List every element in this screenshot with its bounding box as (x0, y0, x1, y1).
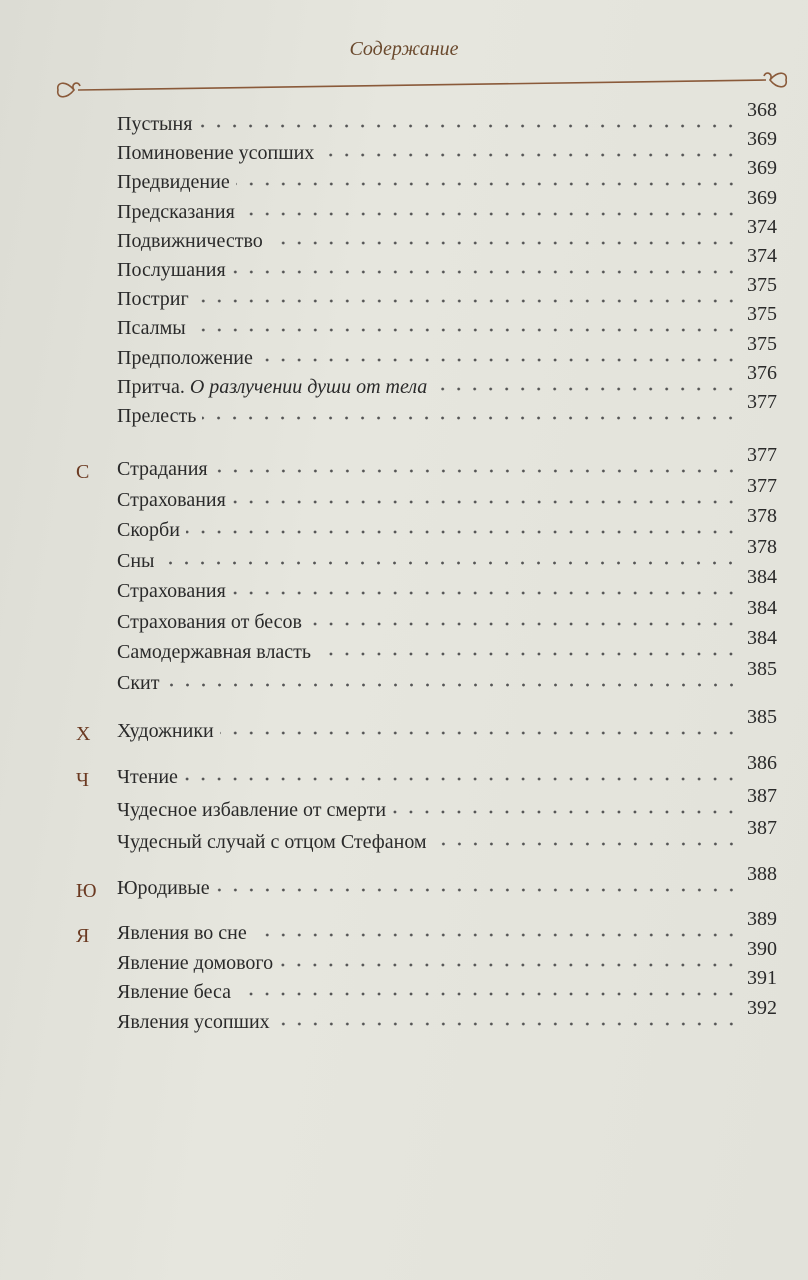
page-number: 386 (747, 752, 777, 774)
dot-leader (214, 466, 739, 476)
entry-label: Чудесное избавление от смерти (117, 798, 387, 821)
dot-leader (392, 807, 739, 817)
dot-leader (192, 325, 739, 335)
toc-entry[interactable] (117, 474, 777, 511)
toc-entry[interactable] (117, 566, 777, 602)
toc-entry[interactable] (117, 361, 777, 398)
entry-label: Постриг (117, 288, 189, 311)
page-number: 377 (747, 474, 777, 497)
entry-label: Страдания (117, 458, 208, 480)
toc-entry[interactable] (117, 706, 777, 742)
entry-label: Прелесть (117, 405, 197, 427)
page-number: 374 (747, 245, 777, 267)
page-number: 391 (747, 967, 777, 990)
page-number: 375 (747, 332, 777, 355)
section-letter: Ч (76, 769, 89, 791)
dot-leader (166, 680, 740, 690)
dot-leader (216, 885, 739, 895)
toc-entry[interactable] (117, 863, 777, 899)
page-number: 369 (747, 186, 777, 209)
toc-entry[interactable] (117, 245, 777, 281)
dot-leader (220, 728, 739, 738)
entry-label: Юродивые (117, 877, 210, 899)
entry-label: Явления усопших (117, 1011, 270, 1034)
toc-entry[interactable] (117, 444, 777, 480)
entry-label: Предвидение (117, 171, 230, 194)
page-number: 392 (747, 997, 777, 1020)
dot-leader (320, 150, 739, 160)
dot-leader (237, 989, 739, 999)
toc-entry[interactable] (117, 391, 777, 427)
dot-leader (202, 413, 739, 423)
entry-label: Подвижничество (117, 229, 263, 252)
entry-label: Скорби (117, 519, 180, 541)
entry-label: Предсказания (117, 200, 235, 223)
page-number: 385 (747, 706, 777, 728)
page-number: 390 (747, 937, 777, 960)
toc-entry[interactable] (117, 627, 777, 663)
page-number: 369 (747, 157, 777, 180)
entry-label: Явление домового (117, 951, 274, 974)
page-number: 375 (747, 274, 777, 297)
page-number: 368 (747, 99, 777, 121)
toc-entry[interactable] (117, 215, 777, 252)
section-letter: С (76, 461, 90, 483)
page-number: 387 (747, 817, 777, 840)
toc-entry[interactable] (117, 505, 777, 541)
toc-entry[interactable] (117, 657, 777, 694)
dot-leader (317, 649, 739, 659)
dot-leader (279, 960, 739, 970)
page-number: 385 (747, 657, 777, 680)
page-number: 387 (747, 784, 777, 807)
toc-entry[interactable] (117, 596, 777, 633)
dot-leader (259, 355, 739, 365)
page-number: 369 (747, 128, 777, 151)
dot-leader (195, 296, 739, 306)
entry-label: Явления во сне (117, 922, 247, 944)
toc-entry[interactable] (117, 784, 777, 821)
toc-entry[interactable] (117, 817, 777, 854)
entry-label: Пустыня (117, 113, 193, 135)
dot-leader (276, 1019, 739, 1029)
toc-entry[interactable] (117, 908, 777, 944)
entry-label: Притча. О разлучении души от тела (117, 375, 428, 398)
entry-label: Чудесный случай с отцом Стефаном (117, 831, 427, 854)
section-letter: Х (76, 723, 91, 745)
entry-label: Послушания (117, 259, 226, 281)
dot-leader (236, 179, 739, 189)
entry-label: Поминовение усопших (117, 142, 315, 165)
toc-entry[interactable] (117, 128, 777, 165)
dot-leader (232, 497, 739, 507)
page-number: 376 (747, 361, 777, 384)
toc-entry[interactable] (117, 937, 777, 974)
entry-label: Явление беса (117, 981, 231, 1004)
dot-leader (433, 839, 739, 849)
dot-leader (433, 384, 739, 394)
page-number: 375 (747, 303, 777, 326)
page-number: 378 (747, 535, 777, 558)
entry-label: Скит (117, 671, 160, 694)
toc-entry[interactable] (117, 332, 777, 369)
dot-leader (241, 209, 739, 219)
section-letter: Я (76, 925, 90, 947)
entry-subtitle: О разлучении души от тела (189, 375, 428, 398)
entry-label: Художники (117, 720, 214, 742)
entry-label: Предположение (117, 346, 253, 369)
page-number: 377 (747, 444, 777, 466)
page-number: 378 (747, 505, 777, 527)
dot-leader (184, 774, 739, 784)
entry-label: Страхования от бесов (117, 610, 302, 633)
entry-label: Страхования (117, 580, 226, 602)
page-number: 377 (747, 391, 777, 413)
toc-entry[interactable] (117, 99, 777, 135)
toc-entry[interactable] (117, 274, 777, 311)
entry-label: Сны (117, 549, 155, 572)
entry-label: Псалмы (117, 317, 186, 340)
page-title: Содержание (349, 38, 459, 60)
dot-leader (186, 527, 739, 537)
section-letter: Ю (76, 880, 97, 902)
toc-entry[interactable] (117, 303, 777, 340)
page-number: 389 (747, 908, 777, 930)
page-number: 384 (747, 627, 777, 649)
entry-label: Самодержавная власть (117, 641, 312, 663)
toc-entry[interactable] (117, 186, 777, 223)
dot-leader (232, 588, 739, 598)
toc-entry[interactable] (117, 967, 777, 1004)
dot-leader (198, 121, 739, 131)
toc-entry[interactable] (117, 997, 777, 1034)
dot-leader (269, 238, 739, 248)
page-number: 374 (747, 215, 777, 238)
entry-label: Чтение (117, 766, 178, 788)
dot-leader (160, 558, 739, 568)
dot-leader (308, 619, 739, 629)
toc-entry[interactable] (117, 157, 777, 194)
page-number: 384 (747, 566, 777, 588)
toc-entry[interactable] (117, 535, 777, 572)
page-number: 384 (747, 596, 777, 619)
dot-leader (253, 930, 739, 940)
entry-label: Страхования (117, 488, 226, 511)
page-number: 388 (747, 863, 777, 885)
toc-entry[interactable] (117, 752, 777, 788)
dot-leader (232, 267, 739, 277)
